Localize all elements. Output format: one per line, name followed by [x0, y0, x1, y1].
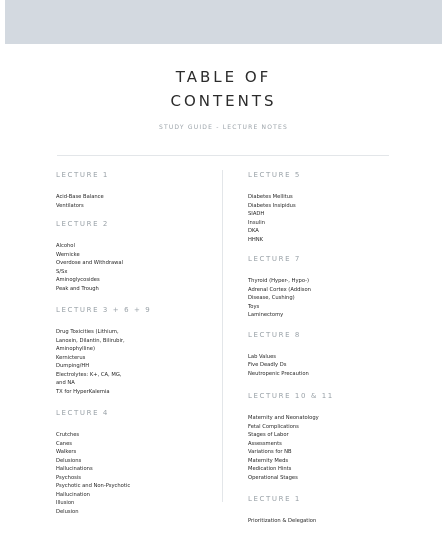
toc-item: Electrolytes: K+, CA, MG, [56, 371, 122, 378]
toc-item: Delusions [56, 457, 82, 464]
toc-item: Alcohol [56, 243, 75, 249]
toc-item: Ventilators [56, 202, 84, 209]
toc-item: Thyroid (Hyper-, Hypo-) [248, 278, 309, 284]
left-column [56, 170, 211, 516]
toc-item: Stages of Labor [248, 432, 289, 438]
toc-item: Neutropenic Precaution [248, 370, 309, 377]
toc-item: Adrenal Cortex (Addison [248, 286, 311, 293]
page-subtitle: STUDY GUIDE - LECTURE NOTES [158, 124, 289, 131]
toc-item: Prioritization & Delegation [248, 518, 317, 524]
toc-section [56, 305, 211, 396]
column-divider [222, 170, 223, 502]
section-heading: LECTURE 2 [56, 220, 109, 228]
toc-item: Disease, Cushing) [248, 295, 295, 301]
toc-item: Lab Values [248, 353, 276, 360]
toc-item: Aminophylline) [56, 346, 95, 352]
toc-item: Kernicterus [56, 354, 86, 361]
toc-item: HHNK [248, 236, 264, 243]
section-heading: LECTURE 1 [248, 495, 301, 503]
toc-item: TX for HyperKalemia [56, 388, 110, 395]
toc-item: Lanoxin, Dilantin, Bilirubir, [56, 337, 125, 344]
toc-section [248, 170, 403, 244]
toc-section [56, 170, 211, 210]
toc-item: Maternity and Neonatology [248, 415, 319, 421]
toc-item: Drug Toxicities (Lithium, [56, 329, 119, 335]
page-title-line2: CONTENTS [170, 92, 277, 110]
header-band [5, 0, 442, 44]
toc-section [56, 219, 211, 293]
toc-item: Canes [56, 440, 72, 447]
section-heading: LECTURE 7 [248, 255, 301, 263]
right-column [248, 170, 403, 526]
toc-item: DKA [248, 228, 259, 234]
toc-item: Acid-Base Balance [56, 194, 104, 200]
toc-item: S/Sx [56, 268, 68, 275]
toc-item: Dumping/HH [56, 363, 90, 369]
toc-item: Hallucination [56, 491, 90, 498]
section-heading: LECTURE 4 [56, 409, 109, 417]
toc-item: Peak and Trough [56, 285, 99, 292]
toc-section [248, 391, 403, 482]
toc-item: Operational Stages [248, 474, 298, 481]
toc-item: Walkers [56, 449, 77, 455]
header-divider [57, 155, 389, 156]
toc-item: Hallucinations [56, 466, 93, 472]
toc-item: and NA [56, 380, 75, 386]
toc-item: Diabetes Mellitus [248, 194, 293, 200]
toc-item: Overdose and Withdrawal [56, 260, 124, 266]
page-title-line1: TABLE OF [175, 68, 272, 86]
toc-item: Five Deadly Ds [248, 362, 287, 368]
section-heading: LECTURE 5 [248, 171, 301, 179]
toc-section [248, 254, 403, 320]
section-heading: LECTURE 10 & 11 [248, 392, 334, 400]
toc-item: Fetal Complications [248, 423, 299, 430]
section-heading: LECTURE 3 + 6 + 9 [56, 306, 152, 314]
toc-item: Medication Hints [248, 466, 292, 472]
section-heading: LECTURE 1 [56, 171, 109, 179]
toc-item: SIADH [248, 211, 265, 217]
toc-item: Psychotic and Non-Psychotic [56, 483, 131, 489]
toc-item: Psychosis [56, 474, 81, 481]
toc-section [248, 494, 403, 526]
toc-section [248, 330, 403, 379]
toc-item: Delusion [56, 508, 79, 515]
toc-item: Laminectomy [248, 312, 284, 318]
toc-item: Aminoglycosides [56, 277, 100, 283]
toc-item: Maternity Meds [248, 457, 289, 464]
toc-section [56, 408, 211, 516]
toc-item: Insulin [248, 219, 265, 226]
toc-item: Wernicke [56, 251, 80, 258]
toc-item: Crutches [56, 432, 80, 438]
section-heading: LECTURE 8 [248, 330, 301, 339]
toc-item: Diabetes Insipidus [248, 202, 296, 209]
toc-item: Toys [248, 303, 260, 310]
toc-item: Assessments [248, 440, 282, 447]
toc-item: Variations for NB [248, 449, 292, 455]
toc-item: Illusion [56, 500, 75, 506]
